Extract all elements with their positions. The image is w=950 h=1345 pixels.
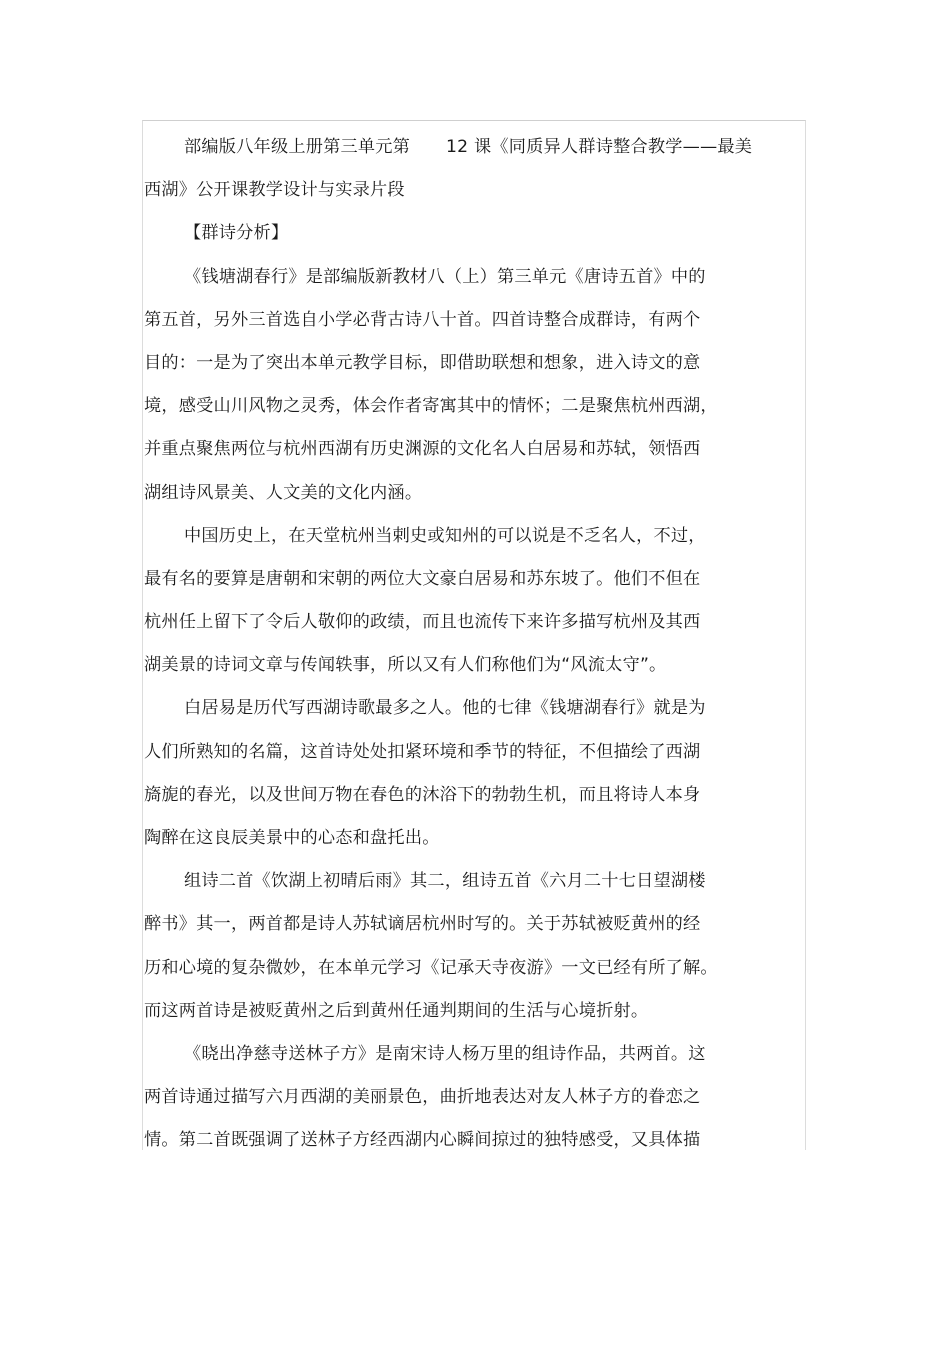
paragraph-line: 最有名的要算是唐朝和宋朝的两位大文豪白居易和苏东坡了。他们不但在 bbox=[144, 568, 701, 589]
paragraph-line: 中国历史上，在天堂杭州当剌史或知州的可以说是不乏名人，不过， bbox=[184, 525, 706, 546]
paragraph-1 bbox=[144, 256, 774, 515]
paragraph-line: 目的：一是为了突出本单元教学目标，即借助联想和想象，进入诗文的意 bbox=[144, 352, 701, 373]
paragraph-line: 旖旎的春光，以及世间万物在春色的沐浴下的勃勃生机，而且将诗人本身 bbox=[144, 784, 701, 805]
paragraph-line: 并重点聚焦两位与杭州西湖有历史渊源的文化名人白居易和苏轼，领悟西 bbox=[144, 439, 701, 460]
document-title-line-2: 西湖》公开课教学设计与实录片段 bbox=[144, 180, 405, 201]
paragraph-line: 而这两首诗是被贬黄州之后到黄州任通判期间的生活与心境折射。 bbox=[144, 1000, 649, 1021]
paragraph-3 bbox=[144, 687, 774, 860]
paragraph-2 bbox=[144, 515, 774, 688]
paragraph-line: 两首诗通过描写六月西湖的美丽景色，曲折地表达对友人林子方的眷恋之 bbox=[144, 1087, 701, 1108]
paragraph-line: 陶醉在这良辰美景中的心态和盘托出。 bbox=[144, 828, 440, 848]
paragraph-line: 《钱塘湖春行》是部编版新教材八（上）第三单元《唐诗五首》中的 bbox=[184, 266, 706, 287]
paragraph-line: 人们所熟知的名篇，这首诗处处扣紧环境和季节的特征，不但描绘了西湖 bbox=[144, 741, 701, 762]
paragraph-line: 醉书》其一，两首都是诗人苏轼谪居杭州时写的。关于苏轼被贬黄州的经 bbox=[144, 914, 701, 935]
document-body bbox=[144, 126, 774, 1163]
paragraph-line: 组诗二首《饮湖上初晴后雨》其二，组诗五首《六月二十七日望湖楼 bbox=[184, 871, 706, 892]
paragraph-line: 白居易是历代写西湖诗歌最多之人。他的七律《钱塘湖春行》就是为 bbox=[184, 698, 706, 719]
paragraph-5 bbox=[144, 1033, 774, 1163]
paragraph-line: 情。第二首既强调了送林子方经西湖内心瞬间掠过的独特感受，又具体描 bbox=[144, 1130, 701, 1151]
paragraph-line: 历和心境的复杂微妙，在本单元学习《记承天寺夜游》一文已经有所了解。 bbox=[144, 957, 718, 978]
title-part-b: 12 课《同质异人群诗整合教学——最美 bbox=[446, 137, 753, 157]
paragraph-line: 《晓出净慈寺送林子方》是南宋诗人杨万里的组诗作品，共两首。这 bbox=[184, 1043, 706, 1064]
section-heading: 【群诗分析】 bbox=[184, 223, 289, 244]
paragraph-line: 湖组诗风景美、人文美的文化内涵。 bbox=[144, 482, 423, 503]
paragraph-line: 境，感受山川风物之灵秀，体会作者寄寓其中的情怀；二是聚焦杭州西湖， bbox=[144, 396, 718, 417]
paragraph-4 bbox=[144, 860, 774, 1033]
document-title-line-1 bbox=[144, 126, 774, 169]
paragraph-line: 湖美景的诗词文章与传闻轶事，所以又有人们称他们为“风流太守”。 bbox=[144, 655, 667, 676]
paragraph-line: 第五首，另外三首选自小学必背古诗八十首。四首诗整合成群诗，有两个 bbox=[144, 309, 701, 330]
title-part-a: 部编版八年级上册第三单元第 bbox=[184, 137, 411, 157]
paragraph-line: 杭州任上留下了令后人敬仰的政绩，而且也流传下来许多描写杭州及其西 bbox=[144, 612, 701, 633]
